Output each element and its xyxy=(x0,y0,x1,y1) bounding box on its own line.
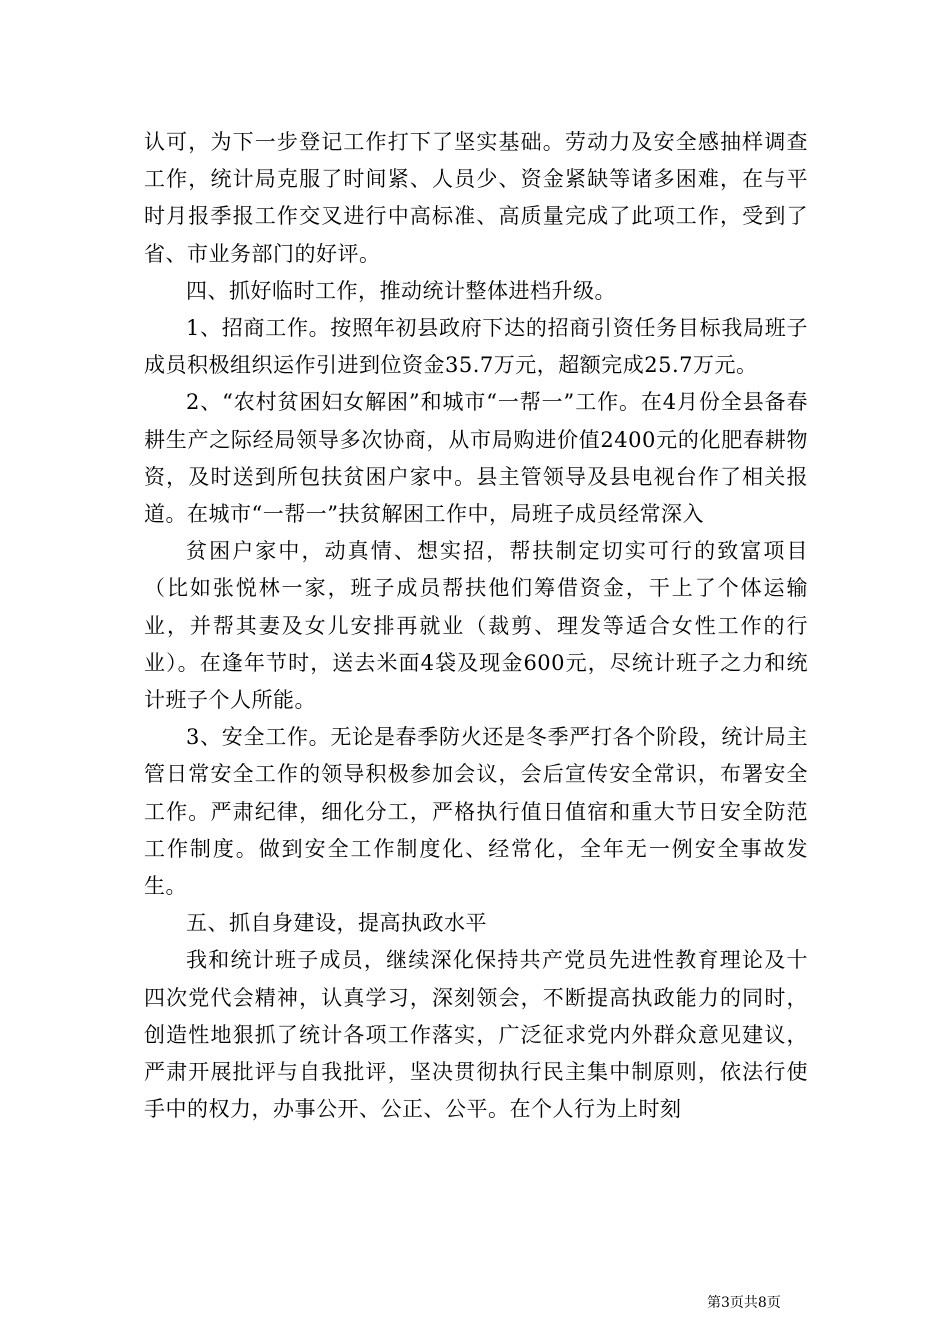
paragraph-poverty-relief: 2、“农村贫困妇女解困”和城市“一帮一”工作。在4月份全县备春耕生产之际经局领导多次协商，从市局购进价值2400元的化肥春耕物资，及时送到所包扶贫困户家中。县主管领导及县电视台作了相关报道。在城市“一帮一”扶贫解困工作中，局班子成员经常深入 xyxy=(144,390,808,527)
paragraph-investment: 1、招商工作。按照年初县政府下达的招商引资任务目标我局班子成员积极组织运作引进到位资金35.7万元，超额完成25.7万元。 xyxy=(144,316,808,378)
section-heading-4: 四、抓好临时工作，推动统计整体进档升级。 xyxy=(186,278,616,303)
paragraph-1: 认可，为下一步登记工作打下了坚实基础。劳动力及安全感抽样调查工作，统计局克服了时间紧、人员少、资金紧缺等诸多困难，在与平时月报季报工作交叉进行中高标准、高质量完成了此项工作，受到了省、市业务部门的好评。 xyxy=(144,130,808,266)
document-body xyxy=(144,124,808,1128)
section-heading-5: 五、抓自身建设，提高执政水平 xyxy=(186,911,487,936)
page-number: 第3页共8页 xyxy=(707,1295,781,1311)
paragraph-safety: 3、安全工作。无论是春季防火还是冬季严打各个阶段，统计局主管日常安全工作的领导积极参加会议，会后宣传安全常识，布署安全工作。严肃纪律，细化分工，严格执行值日值宿和重大节日安全防范工作制度。做到安全工作制度化、经常化，全年无一例安全事故发生。 xyxy=(144,725,808,899)
paragraph-poverty-relief-continued: 贫困户家中，动真情、想实招，帮扶制定切实可行的致富项目（比如张悦林一家，班子成员帮扶他们筹借资金，干上了个体运输业，并帮其妻及女儿安排再就业（裁剪、理发等适合女性工作的行业）。在逢年节时，送去米面4袋及现金600元，尽统计班子之力和统计班子个人所能。 xyxy=(144,539,808,713)
paragraph-self-building: 我和统计班子成员，继续深化保持共产党员先进性教育理论及十四次党代会精神，认真学习，深刻领会，不断提高执政能力的同时，创造性地狠抓了统计各项工作落实，广泛征求党内外群众意见建议，严肃开展批评与自我批评，坚决贯彻执行民主集中制原则，依法行使手中的权力，办事公开、公正、公平。在个人行为上时刻 xyxy=(144,948,808,1122)
